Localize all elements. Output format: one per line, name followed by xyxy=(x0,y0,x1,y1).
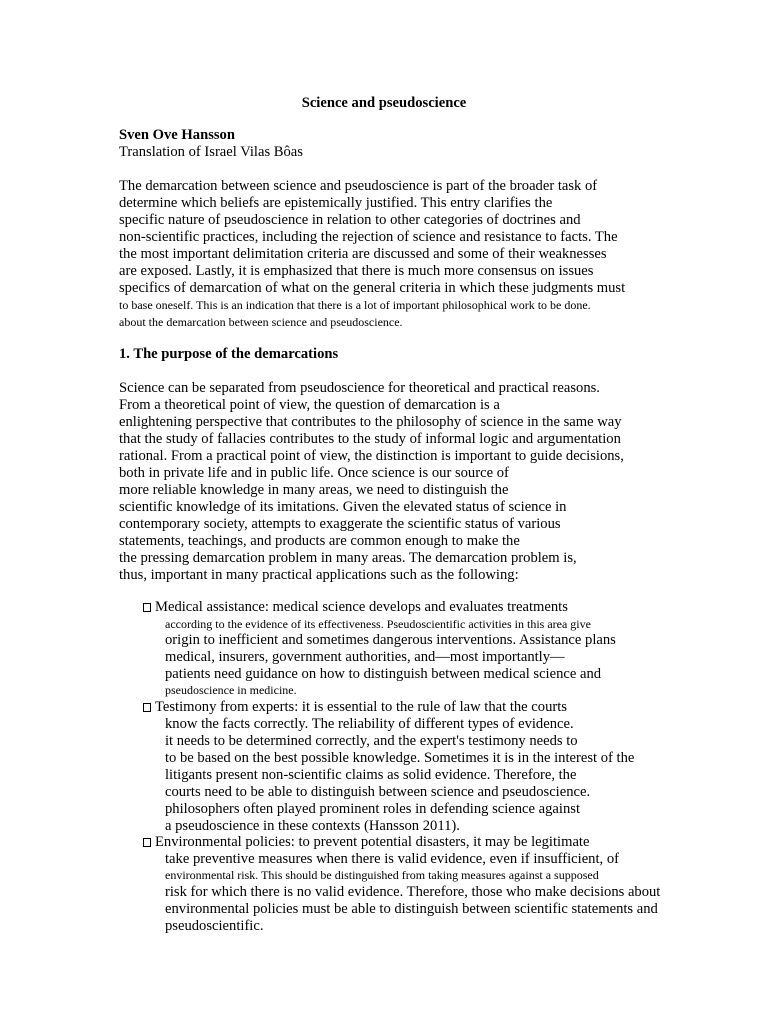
bullet-line xyxy=(143,699,567,716)
abstract-line: The demarcation between science and pseudoscience is part of the broader task of xyxy=(119,178,598,194)
bullet-line: pseudoscientific. xyxy=(165,918,264,934)
abstract-line: determine which beliefs are epistemically justified. This entry clarifies the xyxy=(119,195,553,211)
translator-credit: Translation of Israel Vilas Bôas xyxy=(119,144,303,160)
paragraph-line: thus, important in many practical applications such as the following: xyxy=(119,567,519,583)
bullet-line: origin to inefficient and sometimes dangerous interventions. Assistance plans xyxy=(165,632,616,648)
bullet-glyph-icon xyxy=(143,838,151,847)
abstract-line: about the demarcation between science and pseudoscience. xyxy=(119,315,403,329)
paragraph-line: both in private life and in public life. Once science is our source of xyxy=(119,465,509,481)
bullet-line: to be based on the best possible knowledge. Sometimes it is in the interest of the xyxy=(165,750,635,766)
abstract-line: are exposed. Lastly, it is emphasized that there is much more consensus on issues xyxy=(119,263,594,279)
paragraph-line: scientific knowledge of its imitations. Given the elevated status of science in xyxy=(119,499,567,515)
paragraph-line: that the study of fallacies contributes to the study of informal logic and argumentation xyxy=(119,431,621,447)
bullet-line: philosophers often played prominent roles in defending science against xyxy=(165,801,580,817)
paragraph-line: Science can be separated from pseudoscience for theoretical and practical reasons. xyxy=(119,380,600,396)
paragraph-line: the pressing demarcation problem in many areas. The demarcation problem is, xyxy=(119,550,577,566)
document-title: Science and pseudoscience xyxy=(301,95,467,111)
bullet-line: courts need to be able to distinguish between science and pseudoscience. xyxy=(165,784,591,800)
bullet-line xyxy=(143,599,568,616)
abstract-line: to base oneself. This is an indication that there is a lot of important philosophical work to be done. xyxy=(119,298,591,312)
bullet-glyph-icon xyxy=(143,603,151,612)
abstract-line: specifics of demarcation of what on the general criteria in which these judgments must xyxy=(119,280,626,296)
bullet-line xyxy=(143,834,589,851)
paragraph-line: From a theoretical point of view, the question of demarcation is a xyxy=(119,397,500,413)
bullet-text: Medical assistance: medical science develops and evaluates treatments xyxy=(155,599,568,615)
section-heading: 1. The purpose of the demarcations xyxy=(119,346,339,362)
bullet-line: litigants present non-scientific claims as solid evidence. Therefore, the xyxy=(165,767,577,783)
bullet-line: medical, insurers, government authorities, and—most importantly— xyxy=(165,649,565,665)
bullet-line: pseudoscience in medicine. xyxy=(165,683,297,697)
author-name: Sven Ove Hansson xyxy=(119,127,235,143)
bullet-text: Environmental policies: to prevent potential disasters, it may be legitimate xyxy=(155,834,590,850)
bullet-line: know the facts correctly. The reliability of different types of evidence. xyxy=(165,716,574,732)
bullet-line: risk for which there is no valid evidence. Therefore, those who make decisions about xyxy=(165,884,661,900)
bullet-line: take preventive measures when there is valid evidence, even if insufficient, of xyxy=(165,851,619,867)
bullet-line: environmental policies must be able to distinguish between scientific statements and xyxy=(165,901,658,917)
bullet-line: it needs to be determined correctly, and the expert's testimony needs to xyxy=(165,733,578,749)
bullet-line: according to the evidence of its effectiveness. Pseudoscientific activities in this area give xyxy=(165,617,591,631)
bullet-text: Testimony from experts: it is essential to the rule of law that the courts xyxy=(155,699,567,715)
paragraph-line: rational. From a practical point of view, the distinction is important to guide decisions, xyxy=(119,448,624,464)
abstract-line: the most important delimitation criteria are discussed and some of their weaknesses xyxy=(119,246,607,262)
bullet-line: environmental risk. This should be distinguished from taking measures against a supposed xyxy=(165,868,599,882)
paragraph-line: statements, teachings, and products are common enough to make the xyxy=(119,533,520,549)
bullet-line: patients need guidance on how to distinguish between medical science and xyxy=(165,666,602,682)
abstract-line: specific nature of pseudoscience in relation to other categories of doctrines and xyxy=(119,212,581,228)
paragraph-line: more reliable knowledge in many areas, we need to distinguish the xyxy=(119,482,509,498)
abstract-line: non-scientific practices, including the rejection of science and resistance to facts. The xyxy=(119,229,618,245)
paragraph-line: contemporary society, attempts to exaggerate the scientific status of various xyxy=(119,516,561,532)
bullet-glyph-icon xyxy=(143,703,151,712)
bullet-line: a pseudoscience in these contexts (Hansson 2011). xyxy=(165,818,460,834)
paragraph-line: enlightening perspective that contributes to the philosophy of science in the same way xyxy=(119,414,622,430)
